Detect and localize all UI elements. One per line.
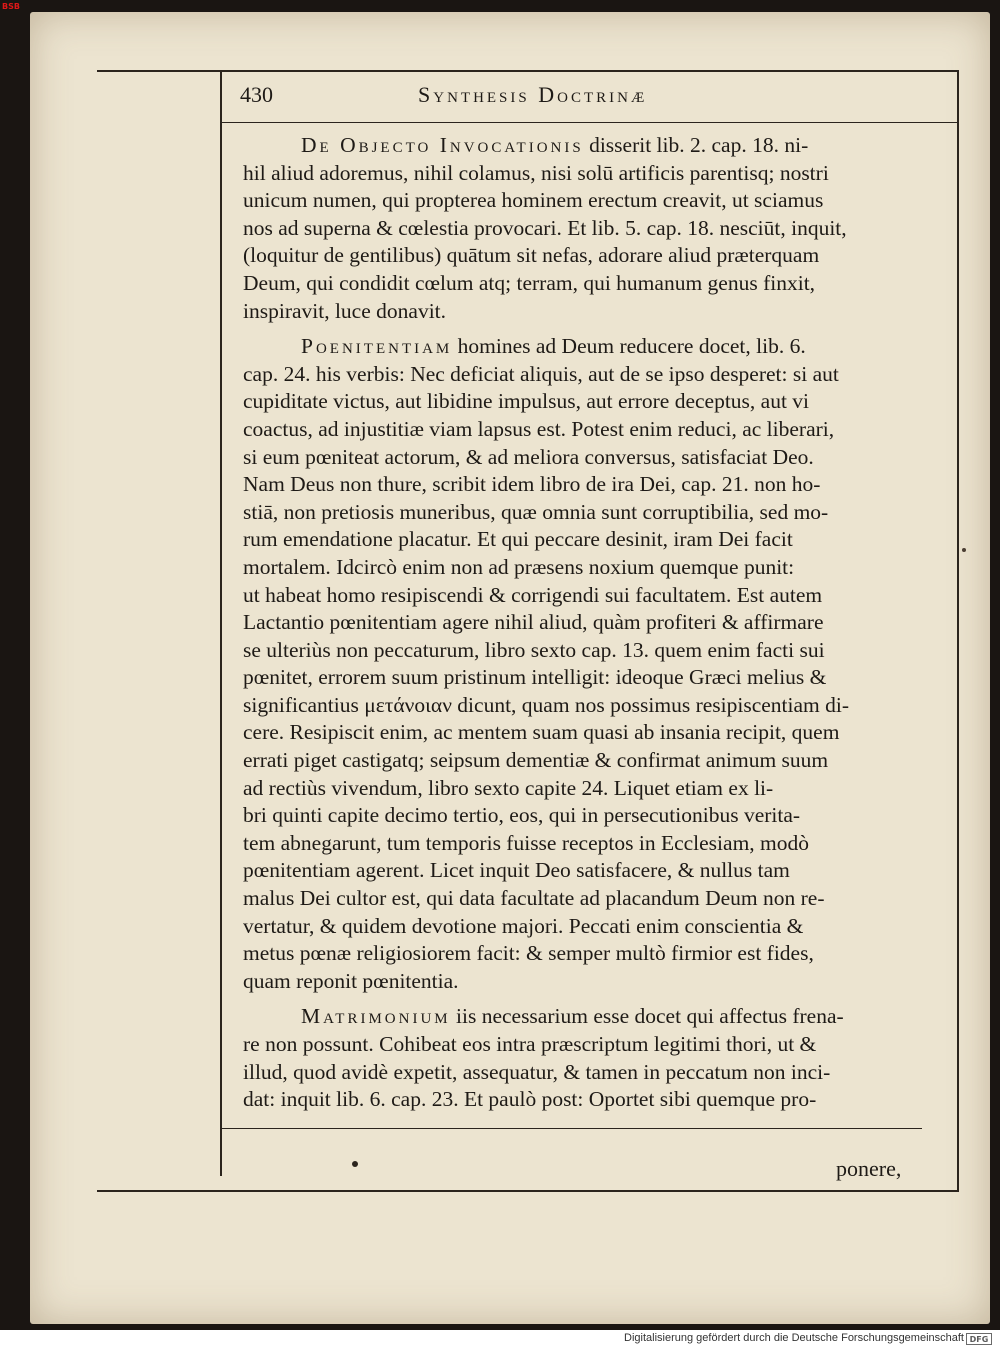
line-text: metus pœnæ religiosiorem facit: & semper multò firmior est fides, (243, 941, 814, 966)
line-text: (loquitur de gentilibus) quātum sit nefas, adorare aliud præterquam (243, 243, 820, 268)
line-text: rum emendatione placatur. Et qui peccare desinit, iram Dei facit (243, 527, 793, 552)
text-line (243, 554, 938, 582)
left-rule (220, 72, 222, 1176)
margin-mark (962, 548, 966, 552)
text-line (243, 499, 938, 527)
header-rule (222, 122, 957, 123)
paragraph-lead: Poenitentiam (301, 334, 453, 359)
line-text: significantius μετάνοιαν dicunt, quam nos possimus resipiscentiam di- (243, 692, 850, 717)
text-line (243, 333, 938, 361)
funding-credit: Digitalisierung gefördert durch die Deutsche Forschungsgemeinschaft (624, 1332, 964, 1344)
line-text: illud, quod avidè expetit, assequatur, & tamen in peccatum non inci- (243, 1059, 831, 1084)
line-text: si eum pœniteat actorum, & ad meliora conversus, satisfaciat Deo. (243, 444, 814, 469)
paragraph (243, 132, 938, 325)
paragraph (243, 1003, 938, 1113)
text-line (243, 637, 938, 665)
text-line (243, 582, 938, 610)
text-line (243, 664, 938, 692)
printer-dot (352, 1161, 358, 1167)
text-line (243, 830, 938, 858)
text-line (243, 270, 938, 298)
text-line (243, 719, 938, 747)
text-line (243, 857, 938, 885)
line-text: stiā, non pretiosis muneribus, quæ omnia sunt corruptibilia, sed mo- (243, 499, 829, 524)
text-line (243, 885, 938, 913)
text-line (243, 802, 938, 830)
paragraph-lead: De Objecto Invocationis (301, 133, 584, 157)
text-line (243, 160, 938, 188)
line-text: vertatur, & quidem devotione majori. Peccati enim conscientia & (243, 913, 804, 938)
line-text: Deum, qui condidit cœlum atq; terram, qui humanum genus finxit, (243, 270, 816, 295)
text-line (243, 298, 938, 326)
line-text: hil aliud adoremus, nihil colamus, nisi solū artificis parentisq; nostri (243, 160, 829, 185)
line-text: dat: inquit lib. 6. cap. 23. Et paulò post: Oportet sibi quemque pro- (243, 1087, 817, 1112)
text-line (243, 526, 938, 554)
text-line (243, 444, 938, 472)
paragraph-lead: Matrimonium (301, 1004, 451, 1029)
line-text: ut habeat homo resipiscendi & corrigendi sui facultatem. Est autem (243, 582, 823, 607)
text-line (243, 940, 938, 968)
line-text: cap. 24. his verbis: Nec deficiat aliquis, aut de se ipso desperet: si aut (243, 361, 839, 386)
text-line (243, 609, 938, 637)
line-text: cere. Resipiscit enim, ac mentem suam quasi ab insania recipit, quem (243, 720, 840, 745)
line-text: se ulteriùs non peccaturum, libro sexto cap. 13. quem enim facti sui (243, 637, 825, 662)
text-line (243, 361, 938, 389)
line-text: quam reponit pœnitentia. (243, 968, 459, 993)
paragraph (243, 333, 938, 995)
page-number: 430 (240, 82, 273, 107)
line-text: disserit lib. 2. cap. 18. ni- (583, 133, 809, 157)
line-text: ad rectiùs vivendum, libro sexto capite 24. Liquet etiam ex li- (243, 775, 774, 800)
text-line (243, 775, 938, 803)
text-line (243, 747, 938, 775)
line-text: malus Dei cultor est, qui data facultate ad placandum Deum non re- (243, 886, 825, 911)
line-text: bri quinti capite decimo tertio, eos, qui in persecutionibus verita- (243, 803, 801, 828)
text-line (243, 388, 938, 416)
footer-bar (0, 1330, 1000, 1349)
text-line (243, 242, 938, 270)
library-logo: BSB (2, 2, 20, 11)
dfg-logo: DFG (966, 1333, 992, 1345)
text-line (243, 471, 938, 499)
line-text: nos ad superna & cœlestia provocari. Et lib. 5. cap. 18. nesciūt, inquit, (243, 215, 847, 240)
line-text: pœnitet, errorem suum pristinum intelligit: ideoque Græci melius & (243, 665, 827, 690)
line-text: tem abnegarunt, tum temporis fuisse receptos in Ecclesiam, modò (243, 830, 810, 855)
text-line (243, 1031, 938, 1059)
text-line (243, 416, 938, 444)
line-text: pœnitentiam agerent. Licet inquit Deo satisfacere, & nullus tam (243, 858, 790, 883)
text-line (243, 187, 938, 215)
text-line (243, 215, 938, 243)
text-line (243, 968, 938, 996)
text-line (243, 132, 938, 160)
bottom-rule (222, 1128, 922, 1129)
text-line (243, 1086, 938, 1114)
line-text: Lactantio pœnitentiam agere nihil aliud, quàm profiteri & affirmare (243, 610, 824, 635)
text-line (243, 913, 938, 941)
body-text (243, 132, 938, 1114)
line-text: re non possunt. Cohibeat eos intra præscriptum legitimi thori, ut & (243, 1032, 817, 1056)
line-text: cupiditate victus, aut libidine impulsus, aut errore deceptus, aut vi (243, 389, 810, 414)
text-line (243, 1059, 938, 1087)
line-text: coactus, ad injustitiæ viam lapsus est. Potest enim reduci, ac liberari, (243, 416, 835, 441)
catchword: ponere, (836, 1156, 902, 1181)
line-text: iis necessarium esse docet qui affectus frena- (450, 1004, 844, 1029)
line-text: mortalem. Idcircò enim non ad præsens noxium quemque punit: (243, 554, 795, 579)
line-text: unicum numen, qui propterea hominem erectum creavit, ut sciamus (243, 188, 824, 213)
text-line (243, 692, 938, 720)
line-text: inspiravit, luce donavit. (243, 298, 447, 323)
line-text: errati piget castigatq; seipsum dementiæ & confirmat animum suum (243, 748, 829, 773)
running-head: Synthesis Doctrinæ (418, 82, 648, 107)
line-text: Nam Deus non thure, scribit idem libro de ira Dei, cap. 21. non ho- (243, 472, 821, 497)
line-text: homines ad Deum reducere docet, lib. 6. (452, 334, 806, 359)
text-line (243, 1003, 938, 1031)
